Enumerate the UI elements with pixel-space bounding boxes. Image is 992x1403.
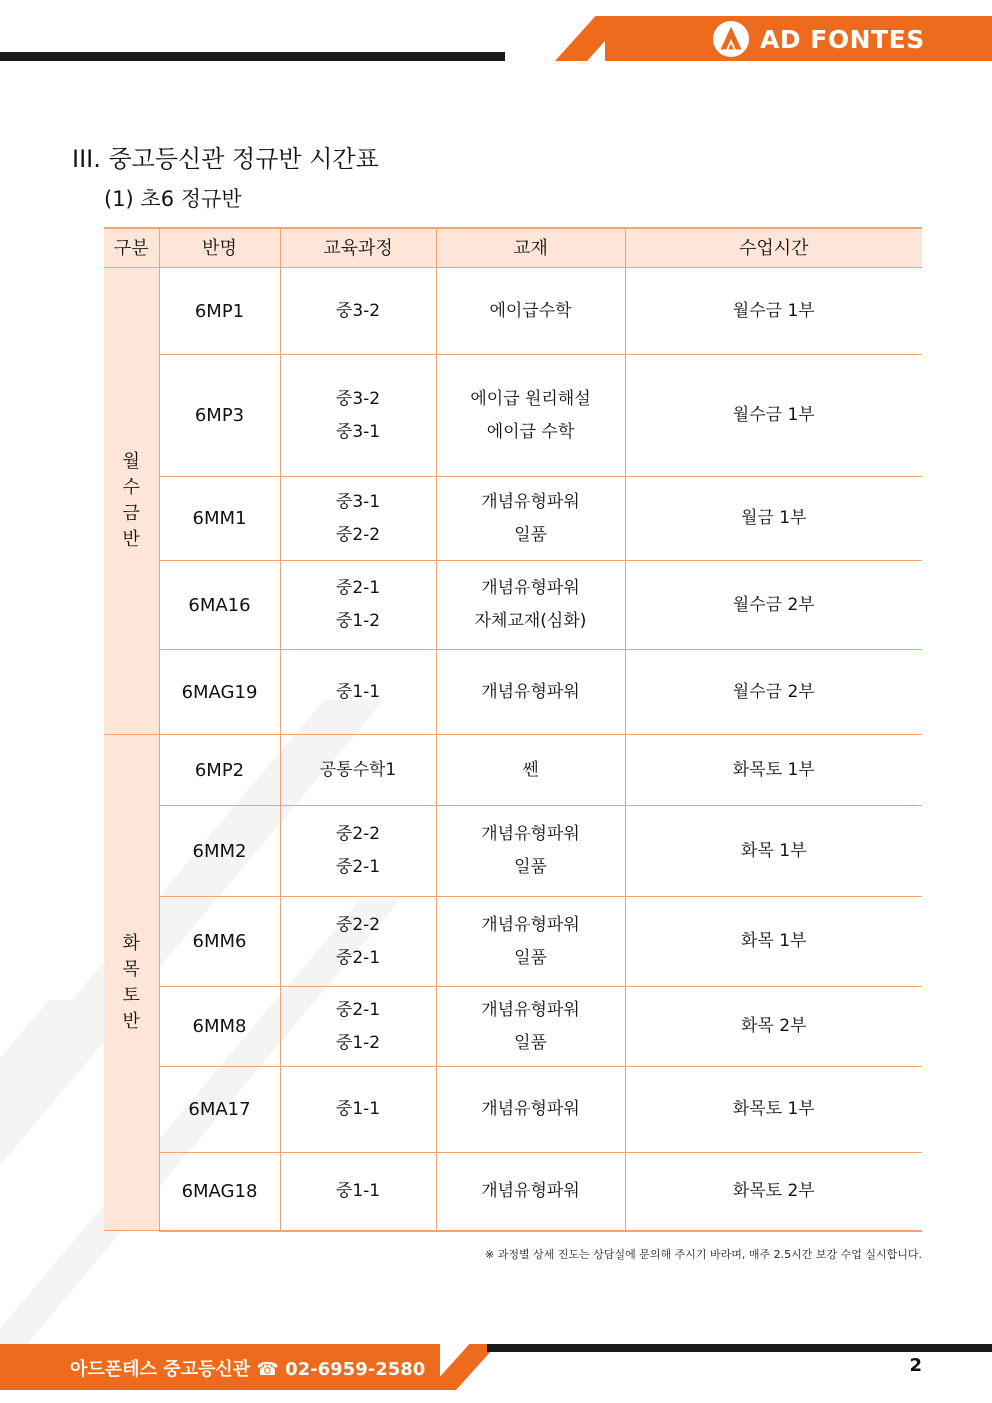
course-cell [280,477,436,561]
course-text: 중2-1 [335,947,381,968]
book-text: 개념유형파워 [481,491,580,512]
time-cell: 월수금 1부 [625,268,922,355]
course-cell [280,735,436,806]
footer-bar [487,1344,992,1352]
course-text: 중2-1 [335,857,381,877]
time-cell: 화목 2부 [625,987,922,1067]
book-cell [436,561,625,650]
logo-text: AD FONTES [760,24,925,54]
course-text: 중2-2 [335,914,381,935]
course-text: 중2-1 [335,999,381,1020]
course-text: 중1-1 [335,681,381,702]
course-text: 중3-1 [335,421,381,442]
course-cell [280,897,436,987]
table-row [104,1067,922,1153]
section-subtitle: (1) 초6 정규반 [104,187,242,211]
time-cell: 월수금 1부 [625,355,922,477]
table-row [104,806,922,897]
table-row [104,477,922,561]
table-row [104,355,922,477]
course-cell [280,561,436,650]
book-text: 개념유형파워 [481,1180,580,1201]
time-cell: 화목 1부 [625,806,922,897]
course-text: 공통수학1 [319,759,397,780]
book-cell [436,735,625,806]
table-row [104,735,922,806]
time-cell: 화목토 1부 [625,1067,922,1153]
book-cell [436,268,625,355]
group-label [104,735,159,1231]
class-name: 6MM1 [159,477,280,561]
time-cell: 월금 1부 [625,477,922,561]
book-text: 에이급 원리해설 [470,388,591,409]
book-cell [436,1067,625,1153]
class-name: 6MAG18 [159,1153,280,1231]
course-text: 중2-2 [335,524,381,545]
class-name: 6MP2 [159,735,280,806]
class-name: 6MAG19 [159,650,280,735]
time-cell: 화목 1부 [625,897,922,987]
book-text: 자체교재(심화) [474,611,587,631]
book-text: 개념유형파워 [481,578,580,598]
book-text: 개념유형파워 [481,824,580,844]
book-text: 일품 [514,857,547,877]
course-cell [280,1153,436,1231]
book-text: 개념유형파워 [481,681,580,702]
book-text: 개념유형파워 [481,1099,580,1119]
table-row [104,268,922,355]
table-row [104,1153,922,1231]
column-header: 교육과정 [280,228,436,268]
course-cell [280,1067,436,1153]
schedule-table [104,227,922,1232]
book-cell [436,650,625,735]
book-text: 개념유형파워 [481,914,580,935]
group-label-text: 월수금반 [122,451,140,550]
book-text: 일품 [514,947,547,968]
footnote: ※ 과정별 상세 진도는 상담실에 문의해 주시기 바라며, 매주 2.5시간 보강 수업 실시합니다. [485,1248,922,1261]
course-cell [280,806,436,897]
table-row [104,561,922,650]
time-cell: 화목토 1부 [625,735,922,806]
course-text: 중1-1 [335,1180,381,1201]
class-name: 6MM6 [159,897,280,987]
book-text: 에이급 수학 [486,421,575,442]
logo-icon [712,20,750,58]
book-text: 에이급수학 [489,300,572,321]
course-text: 중2-2 [335,824,381,844]
brand-logo [712,20,925,58]
time-cell: 월수금 2부 [625,650,922,735]
book-text: 개념유형파워 [481,999,580,1020]
column-header: 구분 [104,228,159,268]
column-header: 반명 [159,228,280,268]
table-row [104,650,922,735]
footer-contact: 아드폰테스 중고등신관 ☎ 02-6959-2580 [70,1359,426,1380]
column-header: 교재 [436,228,625,268]
book-cell [436,987,625,1067]
table-row [104,987,922,1067]
course-cell [280,268,436,355]
page-number: 2 [909,1355,922,1376]
table-row [104,897,922,987]
course-text: 중3-1 [335,491,381,512]
course-cell [280,650,436,735]
class-name: 6MP1 [159,268,280,355]
course-cell [280,355,436,477]
course-cell [280,987,436,1067]
time-cell: 화목토 2부 [625,1153,922,1231]
course-text: 중1-1 [335,1099,381,1119]
class-name: 6MA16 [159,561,280,650]
book-cell [436,1153,625,1231]
course-text: 중1-2 [335,1032,381,1053]
course-text: 중1-2 [335,611,381,631]
book-cell [436,355,625,477]
book-text: 일품 [514,1032,547,1053]
time-cell: 월수금 2부 [625,561,922,650]
group-label [104,268,159,735]
book-text: 일품 [514,524,547,545]
book-cell [436,477,625,561]
class-name: 6MM8 [159,987,280,1067]
class-name: 6MM2 [159,806,280,897]
book-cell [436,897,625,987]
table-header-row [104,228,922,268]
class-name: 6MA17 [159,1067,280,1153]
page-title: III. 중고등신관 정규반 시간표 [72,145,379,173]
group-label-text: 화목토반 [122,932,140,1032]
course-text: 중3-2 [335,300,381,321]
column-header: 수업시간 [625,228,922,268]
course-text: 중3-2 [335,388,381,409]
header-bar [0,52,505,61]
course-text: 중2-1 [335,578,381,598]
book-text: 쎈 [522,759,539,780]
book-cell [436,806,625,897]
class-name: 6MP3 [159,355,280,477]
